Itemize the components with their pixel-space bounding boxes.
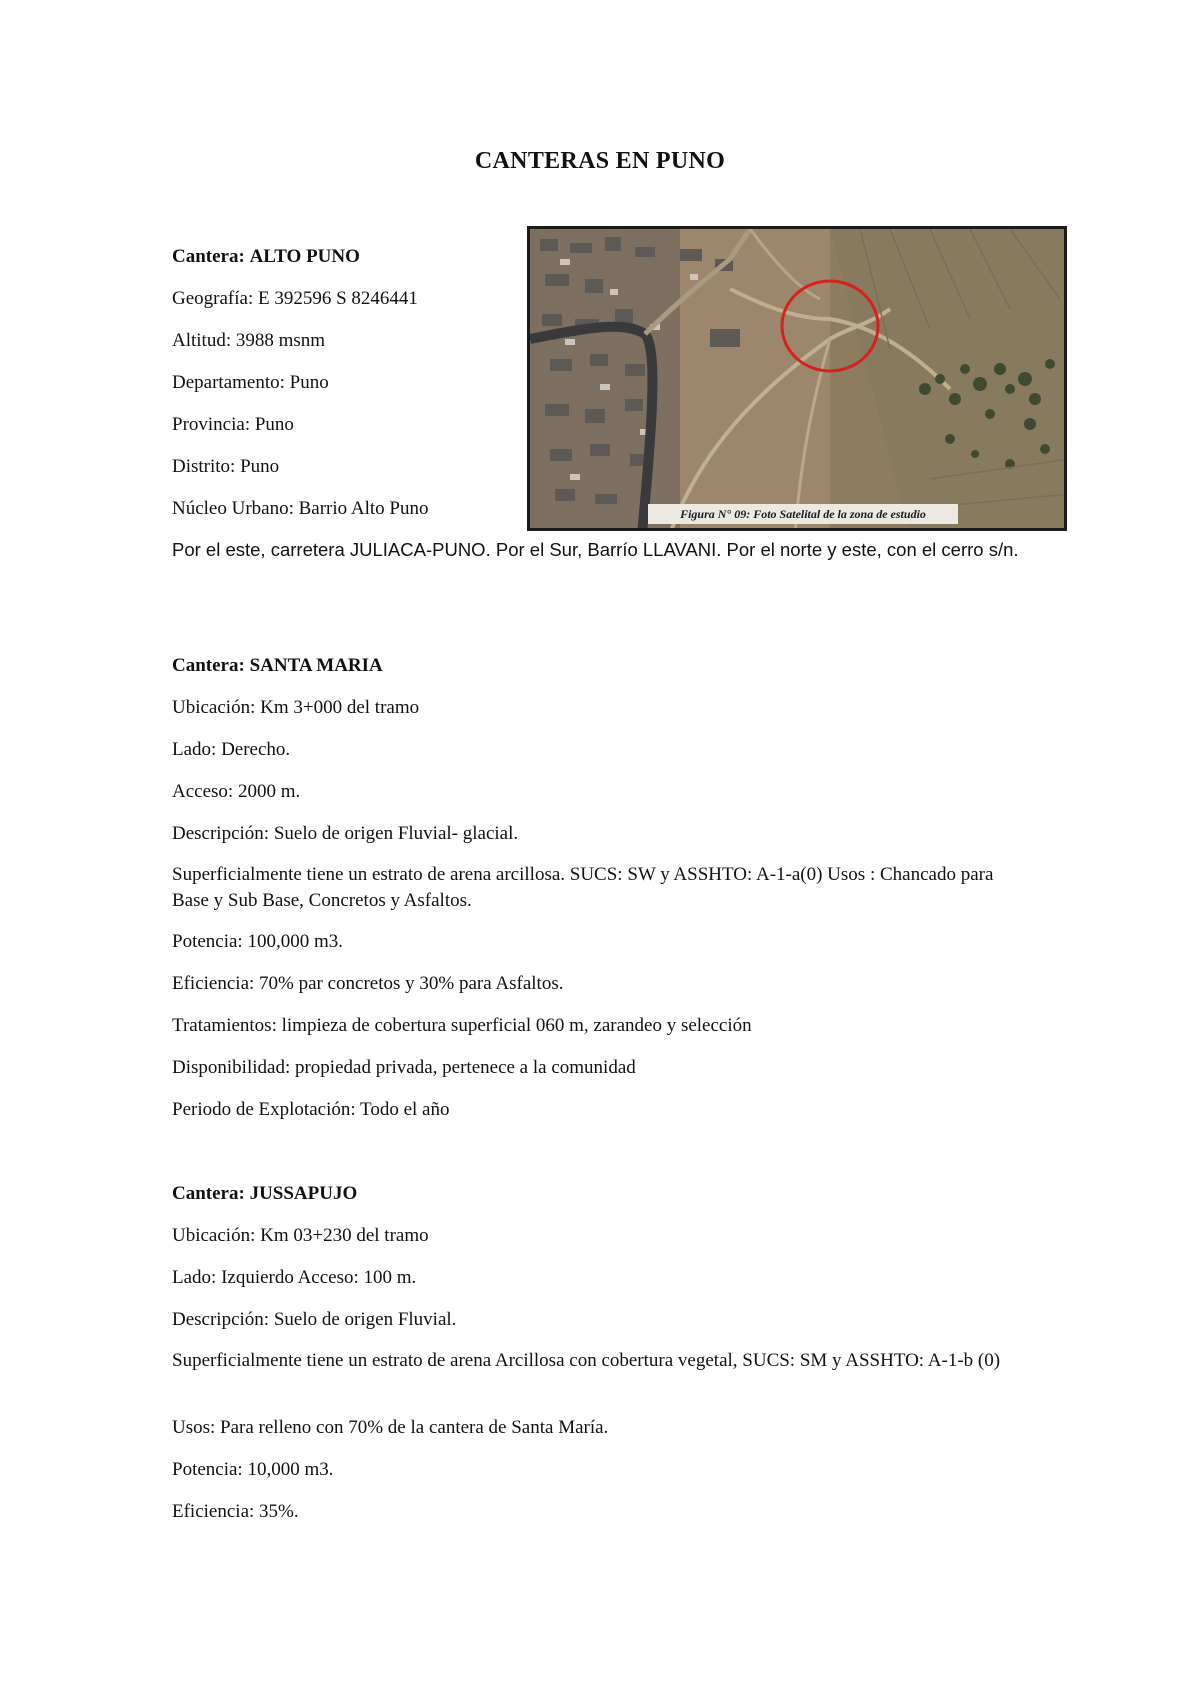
tratamientos-line: Tratamientos: limpieza de cobertura superficial 060 m, zarandeo y selección — [172, 1015, 752, 1036]
section-heading-jussapujo — [172, 1183, 357, 1205]
potencia-line: Potencia: 100,000 m3. — [172, 931, 343, 952]
geografia-line: Geografía: E 392596 S 8246441 — [172, 288, 418, 309]
heading-name: SANTA MARIA — [249, 655, 383, 676]
limites-paragraph: Por el este, carretera JULIACA-PUNO. Por el Sur, Barrío LLAVANI. Por el norte y este, con el cerro s/n. — [172, 539, 1019, 560]
satellite-image-graphic — [530, 229, 1067, 531]
distrito-line: Distrito: Puno — [172, 456, 280, 477]
departamento-line: Departamento: Puno — [172, 372, 329, 393]
heading-name: JUSSAPUJO — [249, 1183, 358, 1204]
ubicacion-line: Ubicación: Km 3+000 del tramo — [172, 697, 420, 718]
superficial-paragraph: Superficialmente tiene un estrato de arena arcillosa. SUCS: SW y ASSHTO: A-1-a(0) Usos : Chancado para Base y Sub Base, Concretos y Asfaltos. — [172, 864, 994, 911]
potencia-line: Potencia: 10,000 m3. — [172, 1459, 334, 1480]
acceso-line: Acceso: 2000 m. — [172, 781, 301, 802]
heading-label: Cantera: — [172, 246, 245, 267]
lado-line: Lado: Derecho. — [172, 739, 291, 760]
nucleo-urbano-line: Núcleo Urbano: Barrio Alto Puno — [172, 498, 429, 519]
superficial-paragraph: Superficialmente tiene un estrato de arena Arcillosa con cobertura vegetal, SUCS: SM y ASSHTO: A-1-b (0) — [172, 1350, 1001, 1371]
lado-acceso-line: Lado: Izquierdo Acceso: 100 m. — [172, 1267, 417, 1288]
descripcion-line: Descripción: Suelo de origen Fluvial- glacial. — [172, 823, 519, 844]
section-heading-alto-puno — [172, 246, 360, 268]
figure-caption: Figura N° 09: Foto Satelital de la zona de estudio — [648, 504, 958, 524]
heading-name: ALTO PUNO — [249, 246, 360, 267]
heading-label: Cantera: — [172, 655, 245, 676]
ubicacion-line: Ubicación: Km 03+230 del tramo — [172, 1225, 429, 1246]
eficiencia-line: Eficiencia: 70% par concretos y 30% para Asfaltos. — [172, 973, 564, 994]
eficiencia-line: Eficiencia: 35%. — [172, 1501, 299, 1522]
descripcion-line: Descripción: Suelo de origen Fluvial. — [172, 1309, 457, 1330]
heading-label: Cantera: — [172, 1183, 245, 1204]
altitud-line: Altitud: 3988 msnm — [172, 330, 326, 351]
section-heading-santa-maria — [172, 655, 383, 677]
usos-line: Usos: Para relleno con 70% de la cantera de Santa María. — [172, 1417, 609, 1438]
disponibilidad-line: Disponibilidad: propiedad privada, pertenece a la comunidad — [172, 1057, 636, 1078]
page-title: CANTERAS EN PUNO — [474, 148, 726, 174]
provincia-line: Provincia: Puno — [172, 414, 294, 435]
periodo-line: Periodo de Explotación: Todo el año — [172, 1099, 450, 1120]
satellite-photo — [527, 226, 1067, 531]
